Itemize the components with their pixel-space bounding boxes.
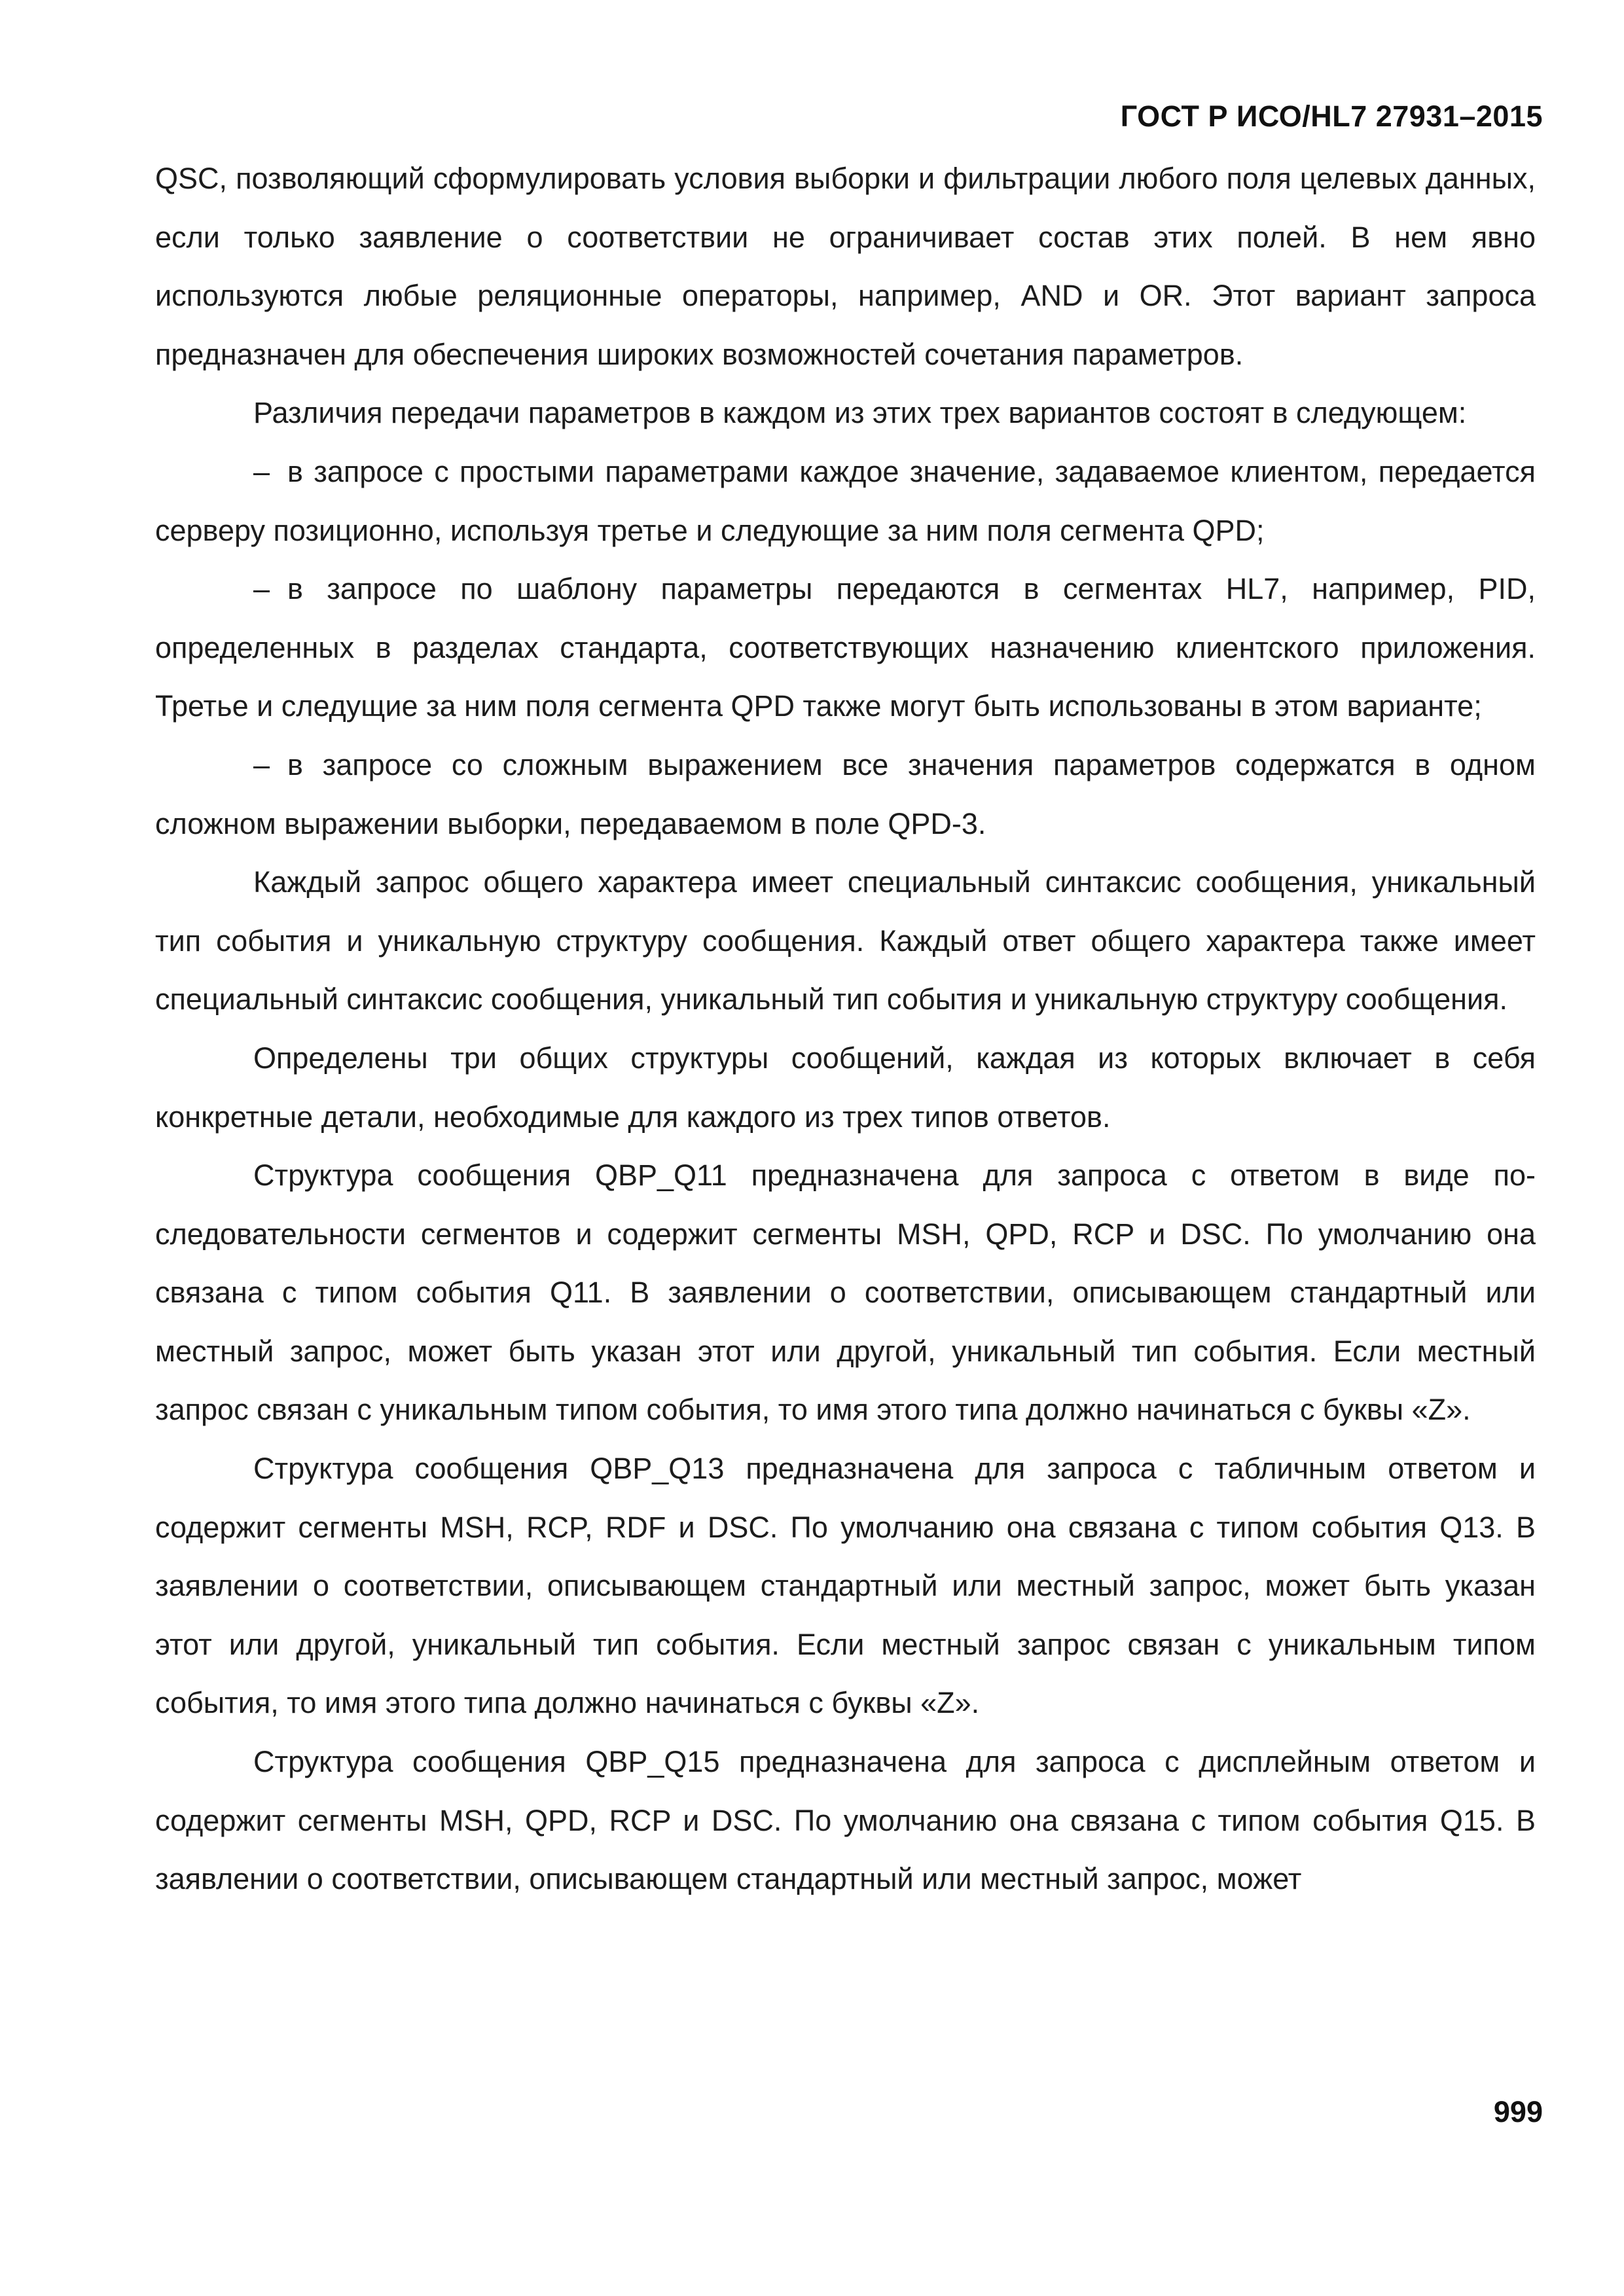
paragraph-qbp-q11: Структура сообщения QBP_Q11 предназначена для запроса с ответом в виде последовательности сегментов и содержит сегменты MSH, QPD, RCP и DSC. По умолчанию она связана с типом события Q11. В заявлении о соответствии, описывающем стандартный или местный запрос, может быть указан этот или другой, уникальный тип события. Если местный запрос связан с уникальным типом события, то имя этого типа должно начинаться с буквы «Z».	[155, 1158, 1536, 1427]
page-number: 999	[1493, 2095, 1543, 2128]
paragraph-qbp-q13: Структура сообщения QBP_Q13 предназначена для запроса с табличным ответом и содержит сегменты MSH, RCP, RDF и DSC. По умолчанию она связана с типом события Q13. В заявлении о соответствии, описывающем стандартный или местный запрос, может быть указан этот или другой, уникальный тип события. Если местный запрос связан с уникальным типом события, то имя этого типа должно начинаться с буквы «Z».	[155, 1452, 1536, 1720]
list-dash: –	[253, 747, 270, 781]
list-item-text: в запросе с простыми параметрами каждое значение, задаваемое клиентом, передается серверу позиционно, используя третье и следующие за ним поля сегмента QPD;	[155, 454, 1536, 547]
list-item-text: в запросе по шаблону параметры передаются в сегментах HL7, например, PID, определенных в разделах стандарта, соответствующих назначению клиентского приложения. Третье и следущие за ним поля сегмента QPD также могут быть использованы в этом варианте;	[155, 572, 1536, 723]
paragraph-three-structures: Определены три общих структуры сообщений, каждая из которых включает в себя конкретные детали, необходимые для каждого из трех типов ответов.	[155, 1041, 1536, 1134]
list-dash: –	[253, 454, 270, 488]
list-item-complex-expression	[155, 736, 1536, 853]
list-item-simple-params	[155, 442, 1536, 560]
body-text	[155, 149, 1536, 1909]
paragraph-differences-intro: Различия передачи параметров в каждом из этих трех вариантов состоят в следующем:	[253, 396, 1467, 430]
running-header-standard-code: ГОСТ Р ИСО/HL7 27931–2015	[1120, 99, 1543, 133]
paragraph-continuation: QSC, позволяющий сформулировать условия выборки и фильтрации любого поля целевых данных, если только заявление о соответствии не ограничивает состав этих полей. В нем явно используются любые реляционные операторы, например, AND и OR. Этот вариант запроса предназначен для обеспечения широких возможностей сочетания параметров.	[155, 162, 1536, 371]
list-item-text: в запросе со сложным выражением все значения параметров содержатся в одном сложном выражении выборки, передаваемом в поле QPD-3.	[155, 747, 1536, 840]
paragraph-qbp-q15: Структура сообщения QBP_Q15 предназначена для запроса с дисплейным ответом и содержит сегменты MSH, QPD, RCP и DSC. По умолчанию она связана с типом события Q15. В заявлении о соответствии, описывающем стандартный или местный запрос, может	[155, 1745, 1536, 1896]
paragraph-general-query: Каждый запрос общего характера имеет специальный синтаксис сообщения, уникальный тип события и уникальную структуру сообщения. Каждый ответ общего характера также имеет специальный синтаксис сообщения, уникальный тип события и уникальную структуру сообщения.	[155, 865, 1536, 1016]
list-item-template-query	[155, 560, 1536, 736]
list-dash: –	[253, 572, 270, 606]
